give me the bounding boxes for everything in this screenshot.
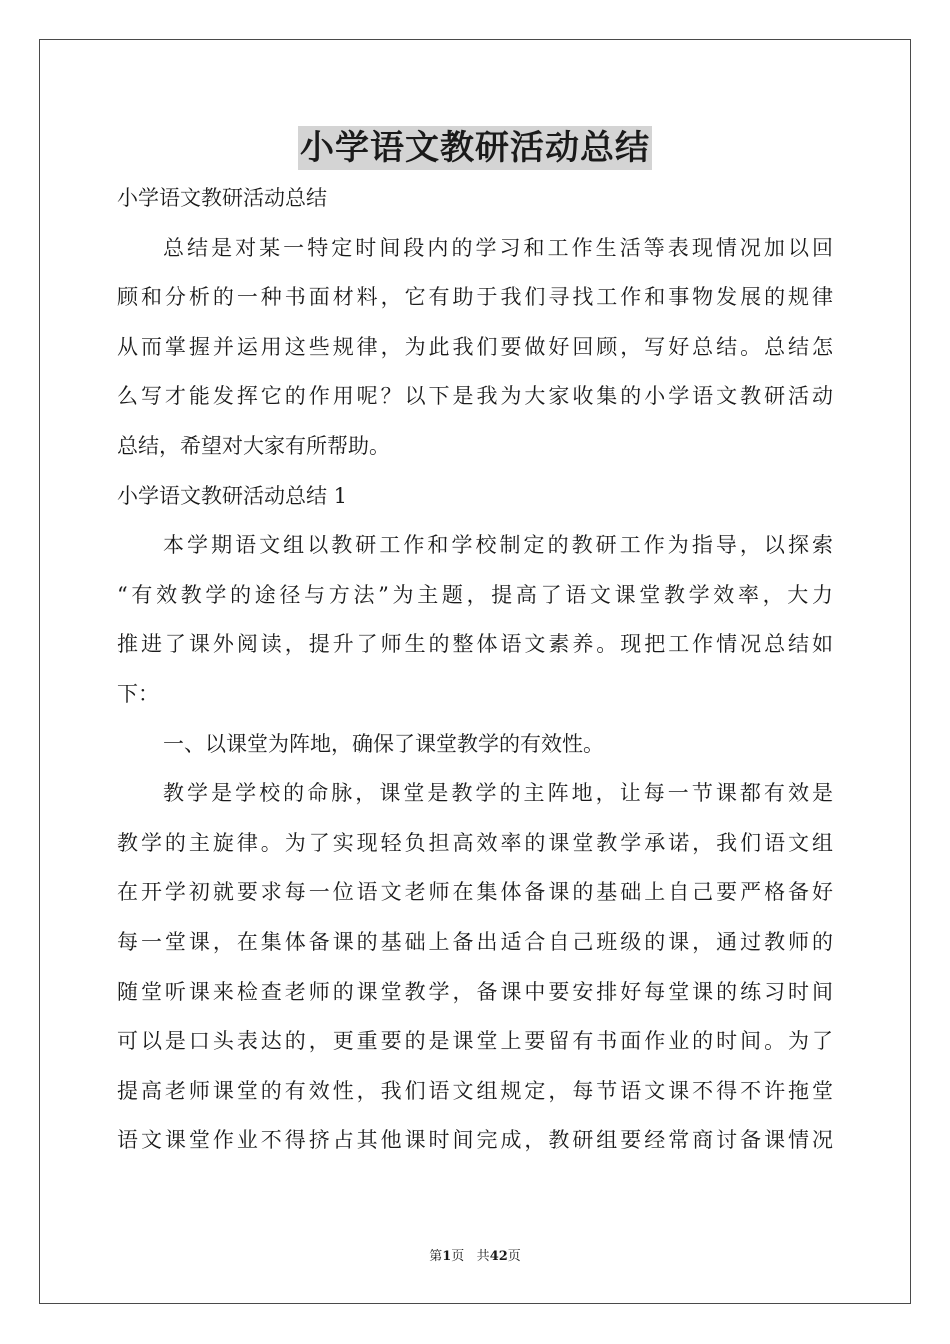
document-title: 小学语文教研活动总结 xyxy=(300,128,650,168)
text-line: 总结是对某一特定时间段内的学习和工作生活等表现情况加以回 xyxy=(163,235,833,260)
text-line: 么写才能发挥它的作用呢？以下是我为大家收集的小学语文教研活动 xyxy=(117,384,833,409)
text-line: 推进了课外阅读，提升了师生的整体语文素养。现把工作情况总结如 xyxy=(117,632,833,657)
total-pages: 42 xyxy=(489,1249,508,1264)
page-number: 1 xyxy=(442,1249,452,1264)
text-line: 每一堂课，在集体备课的基础上备出适合自己班级的课，通过教师的 xyxy=(117,930,833,954)
text-line: 小学语文教研活动总结 1 xyxy=(117,483,348,508)
text-line: “有效教学的途径与方法”为主题，提高了语文课堂教学效率，大力 xyxy=(117,582,833,607)
text-line: 顾和分析的一种书面材料，它有助于我们寻找工作和事物发展的规律 xyxy=(117,285,833,310)
text-line: 教学的主旋律。为了实现轻负担高效率的课堂教学承诺，我们语文组 xyxy=(117,830,833,855)
text-line: 总结，希望对大家有所帮助。 xyxy=(117,434,390,458)
text-line: 下： xyxy=(117,682,159,706)
total-suffix: 页 xyxy=(507,1249,521,1264)
text-line: 随堂听课来检查老师的课堂教学，备课中要安排好每堂课的练习时间 xyxy=(117,979,833,1004)
title-wrap xyxy=(0,126,950,170)
page-footer xyxy=(0,1249,950,1265)
text-line: 本学期语文组以教研工作和学校制定的教研工作为指导，以探索 xyxy=(163,533,833,558)
page-prefix: 第 xyxy=(429,1249,443,1264)
text-line: 教学是学校的命脉，课堂是教学的主阵地，让每一节课都有效是 xyxy=(163,781,833,806)
text-line: 从而掌握并运用这些规律，为此我们要做好回顾，写好总结。总结怎 xyxy=(117,334,833,359)
total-prefix: 共 xyxy=(476,1249,490,1264)
text-line: 一、以课堂为阵地，确保了课堂教学的有效性。 xyxy=(163,731,604,756)
text-line: 可以是口头表达的，更重要的是课堂上要留有书面作业的时间。为了 xyxy=(117,1029,833,1054)
text-line: 小学语文教研活动总结 xyxy=(117,186,327,210)
page-suffix: 页 xyxy=(451,1249,465,1264)
text-line: 语文课堂作业不得挤占其他课时间完成，教研组要经常商讨备课情况 xyxy=(117,1128,833,1153)
text-line: 提高老师课堂的有效性，我们语文组规定，每节语文课不得不许拖堂 xyxy=(117,1078,833,1103)
text-line: 在开学初就要求每一位语文老师在集体备课的基础上自己要严格备好 xyxy=(117,880,833,905)
